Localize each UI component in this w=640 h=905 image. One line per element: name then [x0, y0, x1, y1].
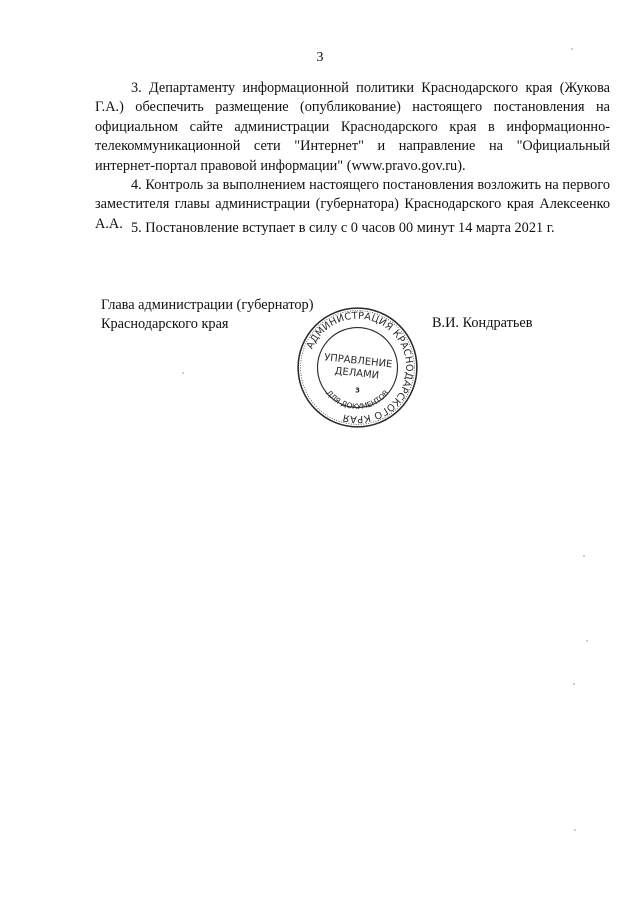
scan-speck	[583, 555, 585, 557]
paragraph-4: 4. Контроль за выполнением настоящего постановления возложить на первого заместителя главы администрации (губернатора) Краснодарского края Алексеенко А.А.	[95, 177, 610, 232]
scan-speck	[573, 683, 575, 685]
paragraph-5: 5. Постановление вступает в силу с 0 часов 00 минут 14 марта 2021 г.	[131, 220, 555, 236]
stamp-number: 3	[355, 386, 360, 395]
paragraph-3: 3. Департаменту информационной политики Краснодарского края (Жукова Г.А.) обеспечить размещение (опубликование) настоящего постановления на официальном сайте администрации Краснодарского края в информационно-телекоммуникационной сети "Интернет" и направление на "Официальный интернет-портал правовой информации" (www.pravo.gov.ru).	[95, 80, 610, 174]
signatory-title-line-2: Краснодарского края	[101, 316, 229, 332]
page-number: 3	[316, 50, 324, 65]
stamp-bottom-text: ДЛЯ ДОКУМЕНТОВ	[324, 388, 391, 412]
official-stamp	[295, 305, 420, 430]
signatory-name: В.И. Кондратьев	[432, 315, 533, 331]
stamp-inner-line-1: УПРАВЛЕНИЕ	[323, 352, 393, 371]
stamp-inner-line-2: ДЕЛАМИ	[334, 365, 380, 382]
scan-speck	[574, 829, 576, 831]
stamp-outer-text: АДМИНИСТРАЦИЯ КРАСНОДАРСКОГО КРАЯ	[304, 310, 415, 425]
scan-speck	[571, 48, 573, 50]
scan-speck	[182, 372, 184, 374]
scan-speck	[586, 640, 588, 642]
signatory-title-line-1: Глава администрации (губернатор)	[101, 297, 314, 313]
